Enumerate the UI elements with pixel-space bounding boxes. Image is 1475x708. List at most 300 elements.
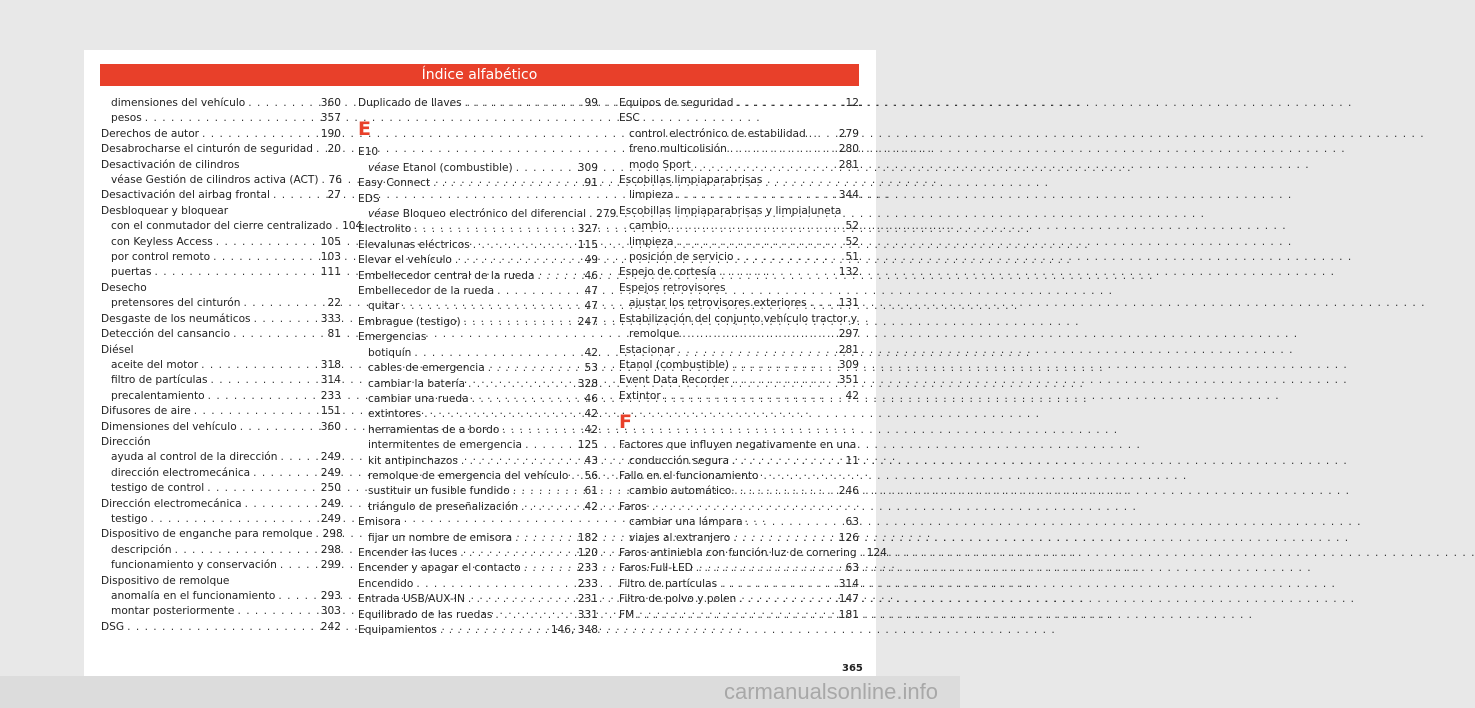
entry-text: Dirección electromecánica [101, 497, 242, 510]
entry-label [619, 608, 634, 623]
index-entry[interactable] [358, 592, 598, 607]
index-entry[interactable] [358, 315, 598, 330]
entry-text: ajustar los retrovisores exteriores [629, 297, 807, 310]
index-entry[interactable] [619, 265, 859, 280]
page-ref: 318 [320, 358, 341, 371]
page-ref: 279 [838, 127, 859, 140]
page-ref: 151 [320, 405, 341, 418]
entry-label [358, 96, 462, 111]
dot-leader [194, 404, 318, 419]
entry-label [111, 373, 208, 388]
index-entry[interactable] [619, 96, 859, 111]
index-entry[interactable] [101, 497, 341, 512]
entry-label [629, 484, 731, 499]
index-heading: Desactivación de cilindros [101, 158, 240, 171]
index-entry[interactable] [101, 512, 341, 527]
index-entry[interactable] [101, 111, 341, 126]
page-ref: 63 [845, 516, 859, 529]
entry-text: sustituir un fusible fundido [368, 485, 510, 498]
entry-text: freno multicolisión [629, 143, 727, 156]
dot-leader [240, 420, 318, 435]
page-ref: 249 [320, 451, 341, 464]
page-ref: 331 [577, 608, 598, 621]
dot-leader [151, 512, 318, 527]
page-ref: 27 [327, 189, 341, 202]
index-entry[interactable] [619, 577, 859, 592]
page-ref: 249 [320, 512, 341, 525]
page-ref: 309 [838, 358, 859, 371]
page-ref: 103 [320, 251, 341, 264]
dot-leader [732, 373, 836, 388]
page-ref: 47 [584, 300, 598, 313]
index-heading: Dispositivo de remolque [101, 574, 230, 587]
page-ref: 105 [320, 235, 341, 248]
index-entry[interactable] [101, 373, 341, 388]
entry-label [619, 358, 729, 373]
page-ref: 360 [320, 97, 341, 109]
index-entry[interactable] [358, 222, 598, 237]
index-entry[interactable] [619, 158, 859, 173]
page-ref: 242 [320, 620, 341, 633]
index-entry[interactable] [358, 346, 598, 361]
entry-text: precalentamiento [111, 389, 205, 402]
page-ref: 279 [596, 208, 617, 221]
entry-label [358, 253, 452, 268]
entry-text: pesos [111, 112, 142, 125]
entry-text: Easy Connect [358, 177, 431, 190]
entry-label [368, 423, 499, 438]
entry-label [111, 589, 275, 604]
entry-label [111, 543, 172, 558]
entry-label [368, 531, 512, 546]
index-entry[interactable] [619, 561, 859, 576]
dot-leader [571, 469, 581, 484]
index-entry[interactable] [619, 515, 859, 530]
index-entry[interactable] [619, 127, 859, 142]
dot-leader [810, 296, 836, 311]
entry-text: Faros Full-LED [619, 562, 693, 575]
dot-leader [676, 188, 835, 203]
index-entry[interactable] [101, 296, 341, 311]
page-ref: 51 [845, 251, 859, 264]
page-ref: 52 [845, 235, 859, 248]
entry-label [111, 450, 277, 465]
page-ref: 314 [320, 374, 341, 387]
index-entry[interactable] [358, 454, 598, 469]
dot-leader [472, 392, 582, 407]
entry-label [629, 127, 806, 142]
index-entry[interactable] [619, 484, 859, 499]
index-entry[interactable] [358, 623, 598, 638]
dot-leader [664, 389, 843, 404]
index-heading: Diésel [101, 343, 134, 356]
page-ref: 182 [577, 531, 598, 544]
index-entry[interactable] [101, 265, 341, 280]
entry-text: Equipos de seguridad [619, 97, 734, 109]
index-entry[interactable] [619, 296, 859, 311]
page-ref: 42 [584, 408, 598, 421]
entry-text: viajes al extranjero [629, 531, 731, 544]
entry-label [101, 127, 199, 142]
index-heading: Emergencias [358, 331, 427, 344]
entry-text: remolque [629, 328, 680, 341]
page-ref: 42 [845, 389, 859, 402]
entry-label [629, 158, 691, 173]
entry-text: Entrada USB/AUX-IN [358, 593, 465, 606]
page-ref: 104 [342, 220, 363, 233]
dot-leader [465, 96, 582, 111]
index-entry[interactable] [101, 235, 341, 250]
page-ref: 42 [584, 346, 598, 359]
entry-text: triángulo de preseñalización [368, 500, 519, 513]
entry-label [368, 500, 518, 515]
index-entry[interactable] [101, 420, 341, 435]
page-ref: 281 [838, 158, 859, 171]
entry-text: Etanol (combustible) [402, 161, 513, 174]
entry-text: véase Gestión de cilindros activa (ACT) [111, 174, 319, 187]
index-entry[interactable] [101, 312, 341, 327]
index-entry[interactable] [358, 299, 598, 314]
page-ref: 233 [577, 577, 598, 590]
index-entry[interactable] [358, 253, 598, 268]
dot-leader [502, 423, 581, 438]
page-ref: 63 [845, 562, 859, 575]
index-heading: Factores que influyen negativamente en una [619, 439, 857, 452]
entry-label [101, 312, 251, 327]
page-ref: 12 [845, 97, 859, 109]
dot-leader [414, 222, 575, 237]
dot-leader [280, 450, 317, 465]
index-entry[interactable] [101, 527, 341, 542]
page-ref: 328 [577, 377, 598, 390]
dot-leader [208, 389, 318, 404]
index-entry[interactable] [101, 450, 341, 465]
dot-leader [278, 589, 317, 604]
dot-leader [201, 358, 318, 373]
page-ref: 124 [866, 546, 887, 559]
entry-text: Embrague (testigo) [358, 315, 461, 328]
entry-text: aceite del motor [111, 358, 199, 371]
entry-text: descripción [111, 543, 172, 556]
index-entry[interactable] [619, 219, 859, 234]
entry-text: Event Data Recorder [619, 374, 729, 387]
index-entry[interactable] [101, 543, 341, 558]
index-entry[interactable] [358, 377, 598, 392]
page-ref: 47 [584, 285, 598, 298]
index-entry[interactable] [619, 343, 859, 358]
entry-label [101, 142, 313, 157]
entry-text: Espejo de cortesía [619, 266, 717, 279]
entry-text: limpieza [629, 189, 674, 202]
entry-text: cables de emergencia [368, 362, 485, 375]
page-ref: 76 [328, 174, 343, 187]
dot-leader [696, 561, 843, 576]
index-entry[interactable] [101, 481, 341, 496]
dot-leader [730, 142, 836, 157]
page-ref: 53 [584, 362, 598, 375]
dot-leader [127, 620, 318, 635]
page-ref: 115 [577, 238, 598, 251]
dot-leader [524, 561, 575, 576]
index-entry[interactable] [358, 531, 598, 546]
entry-text: puertas [111, 266, 152, 279]
page-ref: 99 [584, 97, 598, 109]
entry-text: cambio automático [629, 485, 732, 498]
index-entry[interactable] [358, 407, 598, 422]
index-entry[interactable] [358, 561, 598, 576]
entry-label [111, 111, 142, 126]
entry-text: Estacionar [619, 343, 675, 356]
index-entry[interactable] [101, 250, 341, 265]
index-entry[interactable] [101, 604, 341, 619]
entry-label [111, 558, 277, 573]
index-heading: Espejos retrovisores [619, 281, 726, 294]
page-ref: 56 [584, 469, 598, 482]
entry-label [619, 265, 716, 280]
entry-label [368, 438, 522, 453]
entry-text: cambiar la batería [368, 377, 465, 390]
page-ref: 246 [838, 485, 859, 498]
watermark: carmanualsonline.info [0, 676, 960, 708]
entry-text: montar posteriormente [111, 605, 235, 618]
index-entry[interactable] [101, 389, 341, 404]
index-entry[interactable] [358, 238, 598, 253]
page-ref: 247 [577, 315, 598, 328]
entry-label [111, 265, 151, 280]
page-ref: 314 [838, 577, 859, 590]
page-ref: 42 [584, 500, 598, 513]
dot-leader [732, 358, 836, 373]
dot-leader [455, 253, 582, 268]
index-entry[interactable] [619, 250, 859, 265]
entry-text: con el conmutador del cierre centralizado [111, 220, 333, 233]
entry-text: limpieza [629, 235, 674, 248]
page-ref: 125 [577, 439, 598, 452]
dot-leader [237, 604, 317, 619]
index-heading: Desbloquear y bloquear [101, 204, 229, 217]
entry-label [111, 219, 332, 234]
entry-text: FM [619, 608, 635, 621]
entry-label [368, 484, 510, 499]
dot-leader [433, 176, 581, 191]
dot-leader [737, 96, 843, 111]
entry-label [111, 604, 234, 619]
index-entry[interactable] [358, 423, 598, 438]
entry-label [368, 299, 399, 314]
entry-text: cambio [629, 220, 668, 233]
index-entry[interactable] [358, 392, 598, 407]
entry-label [101, 188, 270, 203]
dot-leader [671, 219, 843, 234]
entry-label [111, 466, 250, 481]
index-entry[interactable] [358, 546, 598, 561]
entry-text: control electrónico de estabilidad [629, 127, 806, 140]
index-entry[interactable] [101, 142, 341, 157]
index-entry[interactable] [101, 589, 341, 604]
dot-leader [440, 623, 548, 638]
index-entry[interactable] [619, 592, 859, 607]
index-entry[interactable] [101, 558, 341, 573]
entry-label [619, 96, 734, 111]
entry-label [629, 250, 733, 265]
index-entry[interactable] [619, 142, 859, 157]
index-entry[interactable] [619, 546, 887, 561]
index-entry[interactable] [101, 219, 363, 234]
entry-label [368, 454, 458, 469]
index-entry[interactable] [619, 389, 859, 404]
index-entry[interactable] [358, 608, 598, 623]
entry-text: funcionamiento y conservación [111, 559, 277, 572]
dot-leader [233, 327, 324, 342]
entry-label [629, 454, 729, 469]
entry-text: Embellecedor central de la rueda [358, 269, 535, 282]
page-ref: 298 [322, 528, 343, 541]
index-entry[interactable] [358, 361, 598, 376]
entry-label [111, 235, 213, 250]
index-entry[interactable] [619, 327, 859, 342]
index-entry[interactable] [358, 484, 598, 499]
index-entry[interactable] [619, 373, 859, 388]
page-ref: 22 [327, 297, 341, 310]
entry-label [368, 377, 465, 392]
dot-leader [216, 235, 318, 250]
index-entry[interactable] [358, 96, 598, 111]
index-entry[interactable] [101, 620, 341, 635]
page-ref: 344 [838, 189, 859, 202]
dot-leader [248, 96, 318, 111]
entry-label [368, 346, 411, 361]
index-entry[interactable] [101, 327, 341, 342]
index-entry[interactable] [358, 577, 598, 592]
index-entry[interactable] [101, 127, 341, 142]
entry-text: herramientas de a bordo [368, 423, 500, 436]
entry-label [101, 497, 242, 512]
page-ref: 231 [577, 593, 598, 606]
page-ref: 190 [320, 127, 341, 140]
index-heading: EDS [358, 192, 380, 205]
entry-text: pretensores del cinturón [111, 297, 241, 310]
index-entry[interactable] [619, 608, 859, 623]
dot-leader [253, 466, 318, 481]
page-ref: 233 [577, 562, 598, 575]
entry-label [368, 361, 485, 376]
entry-text: remolque de emergencia del vehículo [368, 469, 569, 482]
dot-leader [461, 454, 582, 469]
entry-label [619, 373, 729, 388]
index-entry[interactable] [619, 188, 859, 203]
page-ref: 327 [577, 223, 598, 236]
entry-label [358, 546, 457, 561]
page-ref: 91 [584, 177, 598, 190]
dot-leader [315, 527, 319, 542]
index-entry[interactable] [101, 358, 341, 373]
entry-text: con Keyless Access [111, 235, 213, 248]
entry-text: Desgaste de los neumáticos [101, 312, 251, 325]
dot-leader [468, 592, 575, 607]
entry-text: Filtro de partículas [619, 577, 718, 590]
index-entry[interactable] [358, 500, 598, 515]
index-entry[interactable] [358, 176, 598, 191]
entry-text: Desabrocharse el cinturón de seguridad [101, 143, 313, 156]
index-entry[interactable] [619, 531, 859, 546]
entry-label [368, 207, 586, 222]
dot-leader [809, 127, 836, 142]
entry-text: Extintor [619, 389, 661, 402]
entry-label [629, 188, 673, 203]
entry-text: Embellecedor de la rueda [358, 285, 495, 298]
dot-leader [732, 454, 843, 469]
index-entry[interactable] [101, 404, 341, 419]
page-ref: 111 [320, 266, 341, 279]
page-ref: 360 [320, 420, 341, 433]
index-entry[interactable] [101, 173, 341, 188]
index-entry[interactable] [358, 207, 617, 222]
entry-text: por control remoto [111, 251, 211, 264]
index-entry[interactable] [358, 161, 598, 176]
dot-leader [468, 377, 575, 392]
entry-label [629, 142, 727, 157]
dot-leader [746, 515, 843, 530]
entry-text: botiquín [368, 346, 412, 359]
entry-label [111, 296, 241, 311]
dot-leader [739, 592, 836, 607]
index-entry[interactable] [619, 454, 859, 469]
entry-label [101, 420, 237, 435]
entry-label [629, 515, 743, 530]
page-ref: 43 [584, 454, 598, 467]
entry-text: modo Sport [629, 158, 691, 171]
entry-text: kit antipinchazos [368, 454, 458, 467]
index-entry[interactable] [101, 96, 341, 111]
index-entry[interactable] [358, 269, 598, 284]
entry-label [358, 608, 492, 623]
index-entry[interactable] [358, 469, 598, 484]
dot-leader [175, 543, 318, 558]
entry-text: anomalía en el funcionamiento [111, 590, 276, 602]
index-entry[interactable] [101, 466, 341, 481]
entry-label [619, 561, 693, 576]
entry-text: fijar un nombre de emisora [368, 531, 513, 544]
page-ref: 11 [845, 454, 859, 467]
dot-leader [497, 284, 581, 299]
entry-text: Difusores de aire [101, 405, 191, 418]
page-ref: 20 [327, 143, 341, 156]
entry-label [111, 173, 319, 188]
dot-leader [460, 546, 574, 561]
index-entry[interactable] [358, 284, 598, 299]
page-ref: 333 [320, 312, 341, 325]
dot-leader [733, 531, 836, 546]
page-ref: 357 [320, 112, 341, 125]
page-ref: 120 [577, 546, 598, 559]
index-entry[interactable] [101, 188, 341, 203]
dot-leader [538, 269, 582, 284]
entry-label [358, 577, 413, 592]
page-ref: 132 [838, 266, 859, 279]
index-entry[interactable] [358, 438, 598, 453]
section-letter: E [358, 118, 371, 141]
entry-text: dirección electromecánica [111, 466, 251, 479]
dot-leader [280, 558, 318, 573]
entry-text: ayuda al control de la dirección [111, 451, 278, 464]
dot-leader [335, 219, 339, 234]
index-entry[interactable] [619, 358, 859, 373]
entry-label [111, 358, 198, 373]
dot-leader [678, 343, 836, 358]
index-entry[interactable] [619, 235, 859, 250]
entry-label [619, 389, 661, 404]
page-ref: 233 [320, 389, 341, 402]
